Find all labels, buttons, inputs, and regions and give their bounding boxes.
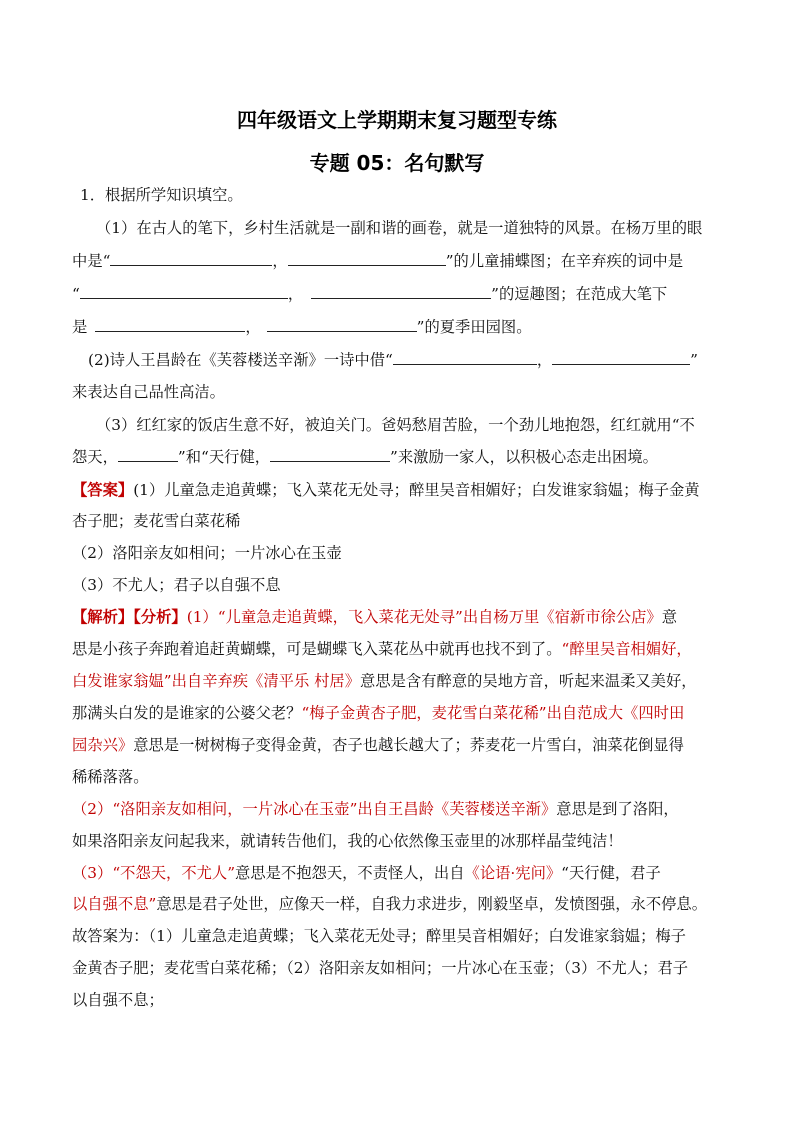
analysis-text: 思是小孩子奔跑着追赶黄蝴蝶，可是蝴蝶飞入菜花丛中就再也找不到了。 — [72, 640, 562, 658]
q3-line-2-text-c: ”来激励一家人，以积极心态走出困境。 — [390, 448, 658, 466]
analysis-text: “天行健，君子 — [561, 864, 661, 882]
q1-line-3 — [72, 283, 667, 305]
document-subtitle: 专题 05：名句默写 — [309, 151, 485, 175]
analysis-text: 那满头白发的是谁家的公婆父老？ — [72, 704, 302, 722]
answer-line-2: 杏子肥；麦花雪白菜花稀 — [72, 512, 241, 530]
answer-blank[interactable] — [552, 350, 690, 365]
analysis-line-2 — [72, 638, 692, 660]
q3-line-2 — [72, 446, 658, 468]
analysis-text: 白发谁家翁媪”出自辛弃疾《清平乐 村居》 — [72, 672, 361, 690]
analysis-line-12: 金黄杏子肥；麦花雪白菜花稀；（2）洛阳亲友如相问；一片冰心在玉壶；（3）不尤人；君子 — [72, 959, 689, 977]
answer-blank[interactable] — [95, 317, 245, 332]
answer-text-1: (1）儿童急走追黄蝶；飞入菜花无处寻；醉里吴音相媚好；白发谁家翁媪；梅子金黄 — [133, 481, 700, 499]
q1-line-4 — [72, 316, 532, 338]
analysis-text: 以自强不息” — [72, 895, 157, 913]
answer-blank[interactable] — [267, 317, 417, 332]
analysis-text: 意 — [661, 608, 677, 626]
q2-line-1-text-a: (2)诗人王昌龄在《芙蓉楼送辛渐》一诗中借“ — [88, 351, 393, 369]
analysis-text: 园杂兴》 — [72, 736, 134, 754]
q1-line-3-text-c: ”的逗趣图；在范成大笔下 — [491, 285, 668, 303]
q2-line-1-text-b: ， — [536, 351, 553, 369]
analysis-text: (1）“儿童急走追黄蝶，飞入菜花无处寻”出自杨万里《宿新市徐公店》 — [186, 608, 662, 626]
analysis-text: “醉里吴音相媚好， — [561, 640, 692, 658]
analysis-line-10 — [72, 893, 707, 915]
answer-line-3: （2）洛阳亲友如相问；一片冰心在玉壶 — [72, 544, 342, 562]
q1-line-4-text-b: ， — [245, 318, 261, 336]
analysis-line-9 — [72, 862, 661, 884]
analysis-text: “梅子金黄杏子肥，麦花雪白菜花稀”出自范成大《四时田 — [301, 704, 685, 722]
q1-line-2-text-b: ， — [272, 252, 288, 270]
q3-line-2-text-a: 怨天， — [72, 448, 118, 466]
q2-line-1-text-c: ” — [690, 351, 698, 369]
answer-tag: 【答案】 — [72, 481, 134, 499]
analysis-text: （3）“不怨天，不尤人” — [72, 864, 236, 882]
q1-line-2-text-a: 中是“ — [72, 252, 111, 270]
q1-line-3-text-b: ， — [287, 285, 304, 303]
analysis-line-11: 故答案为：（1）儿童急走追黄蝶；飞入菜花无处寻；醉里吴音相媚好；白发谁家翁媪；梅子 — [72, 927, 686, 945]
analysis-text: 意思是一树树梅子变得金黄，杏子也越长越大了；荞麦花一片雪白，油菜花倒显得 — [133, 736, 684, 754]
analysis-line-4 — [72, 702, 684, 724]
analysis-line-5 — [72, 734, 684, 756]
answer-blank[interactable] — [80, 284, 288, 299]
answer-line-4: （3）不尤人；君子以自强不息 — [72, 576, 281, 594]
q1-line-2 — [72, 250, 683, 272]
q3-line-1: （3）红红家的饭店生意不好，被迫关门。爸妈愁眉苦脸，一个劲儿地抱怨，红红就用“不 — [96, 416, 695, 434]
answer-blank[interactable] — [311, 284, 491, 299]
q2-line-2: 来表达自己品性高洁。 — [72, 383, 225, 401]
analysis-line-7 — [72, 798, 679, 820]
q1-line-4-text-a: 是 — [72, 318, 88, 336]
answer-blank[interactable] — [393, 350, 537, 365]
question-stem: 1．根据所学知识填空。 — [80, 186, 243, 204]
analysis-tag: 【解析】【分析】 — [72, 608, 187, 626]
q1-line-2-text-c: ”的儿童捕蝶图；在辛弃疾的词中是 — [445, 252, 684, 270]
analysis-text: 意思是不抱怨天，不责怪人，出自 — [235, 864, 465, 882]
analysis-line-13: 以自强不息； — [72, 991, 164, 1009]
analysis-text: 意思是含有醉意的吴地方音，听起来温柔又美好， — [360, 672, 697, 690]
analysis-text: 《论语·宪问》 — [464, 864, 562, 882]
analysis-line-3 — [72, 670, 697, 692]
q1-line-3-text-a: “ — [72, 285, 80, 303]
answer-blank[interactable] — [118, 447, 178, 462]
analysis-line-1 — [72, 606, 677, 628]
answer-line-1 — [72, 479, 700, 501]
analysis-line-8: 如果洛阳亲友问起我来，就请转告他们，我的心依然像玉壶里的冰那样晶莹纯洁！ — [72, 832, 623, 850]
answer-blank[interactable] — [270, 447, 390, 462]
q1-line-1: （1）在古人的笔下，乡村生活就是一副和谐的画卷，就是一道独特的风景。在杨万里的眼 — [96, 219, 703, 237]
analysis-text: （2）“洛阳亲友如相问，一片冰心在玉壶”出自王昌龄《芙蓉楼送辛渐》 — [72, 800, 557, 818]
answer-blank[interactable] — [110, 251, 272, 266]
analysis-text: 意思是君子处世，应像天一样，自我力求进步，刚毅坚卓，发愤图强，永不停息。 — [156, 895, 708, 913]
analysis-line-6: 稀稀落落。 — [72, 768, 149, 786]
q2-line-1 — [88, 349, 698, 371]
q1-line-4-text-c: ”的夏季田园图。 — [416, 318, 532, 336]
q3-line-2-text-b: ”和“天行健， — [177, 448, 271, 466]
analysis-text: 意思是到了洛阳， — [556, 800, 679, 818]
document-title: 四年级语文上学期期末复习题型专练 — [237, 108, 557, 132]
answer-blank[interactable] — [288, 251, 446, 266]
